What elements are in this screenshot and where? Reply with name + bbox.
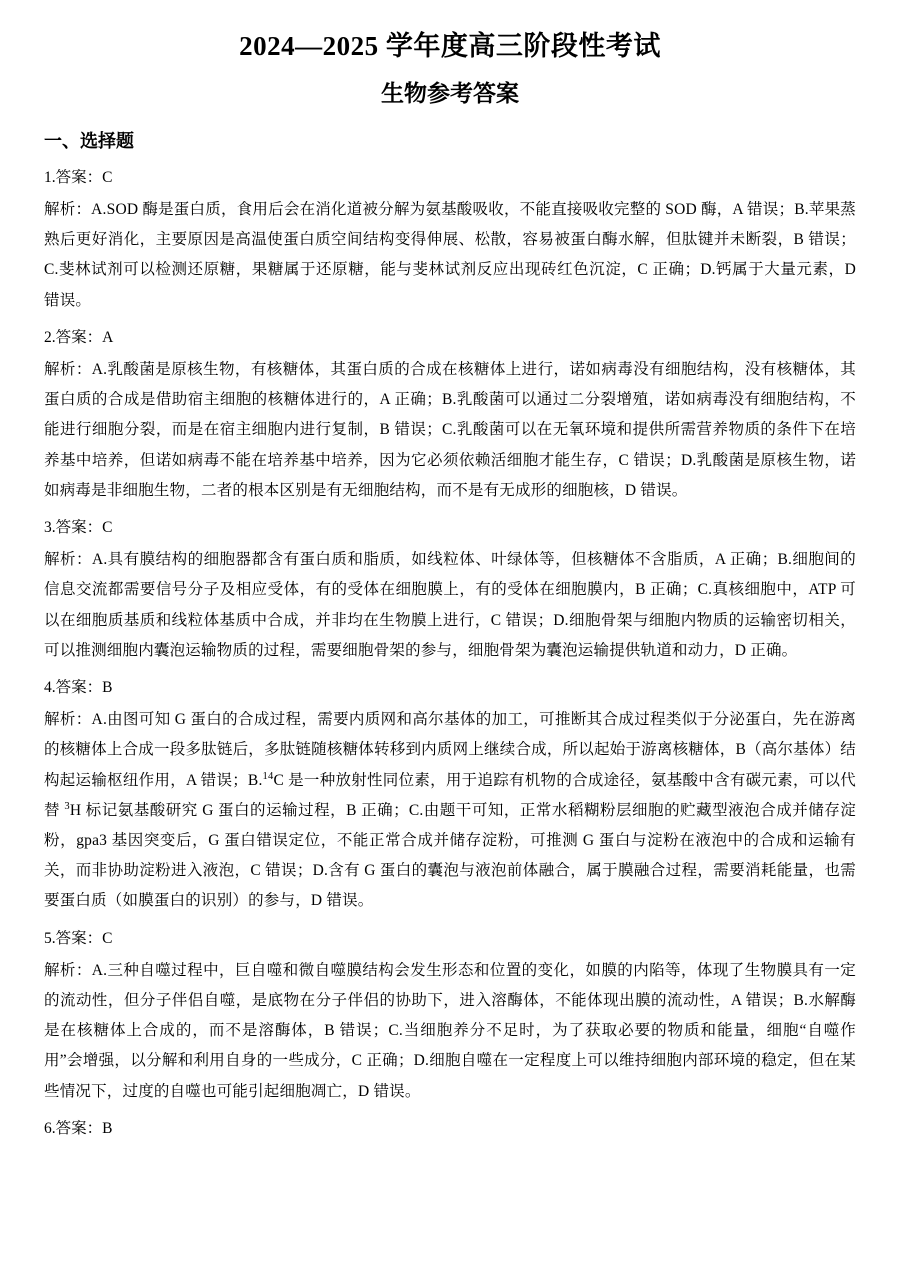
answer-item-2	[44, 324, 856, 506]
answer-label-4: 4.答案：B	[44, 679, 113, 697]
answer-label-5: 5.答案：C	[44, 929, 113, 947]
page-title: 2024—2025 学年度高三阶段性考试	[239, 31, 661, 61]
answer-item-5	[44, 925, 856, 1107]
section-heading-multiple-choice: 一、选择题	[44, 131, 134, 151]
answer-item-1	[44, 164, 856, 316]
answer-item-3	[44, 514, 856, 666]
answer-label-3: 3.答案：C	[44, 519, 113, 537]
answer-label-1: 1.答案：C	[44, 168, 113, 186]
answer-item-4	[44, 674, 856, 917]
answer-item-6	[44, 1115, 856, 1142]
answer-label-6: 6.答案：B	[44, 1119, 113, 1137]
answer-label-2: 2.答案：A	[44, 328, 114, 346]
answer-analysis-3: 解析：A.具有膜结构的细胞器都含有蛋白质和脂质，如线粒体、叶绿体等，但核糖体不含脂质，A 正确；B.细胞间的信息交流都需要信号分子及相应受体，有的受体在细胞膜上，有的受体在细胞膜内，B 正确；C.真核细胞中，ATP 可以在细胞质基质和线粒体基质中合成，并非均在生物膜上进行，C 错误；D.细胞骨架与细胞内物质的运输密切相关，可以推测细胞内囊泡运输物质的过程，需要细胞骨架的参与，细胞骨架为囊泡运输提供轨道和动力，D 正确。	[44, 551, 856, 659]
answer-analysis-5: 解析：A.三种自噬过程中，巨自噬和微自噬膜结构会发生形态和位置的变化，如膜的内陷等，体现了生物膜具有一定的流动性，但分子伴侣自噬，是底物在分子伴侣的协助下，进入溶酶体，不能体现出膜的流动性，A 错误；B.水解酶是在核糖体上合成的，而不是溶酶体，B 错误；C.当细胞养分不足时，为了获取必要的物质和能量，细胞“自噬作用”会增强，以分解和利用自身的一些成分，C 正确；D.细胞自噬在一定程度上可以维持细胞内部环境的稳定，但在某些情况下，过度的自噬也可能引起细胞凋亡，D 错误。	[44, 961, 856, 1100]
answer-analysis-1: 解析：A.SOD 酶是蛋白质，食用后会在消化道被分解为氨基酸吸收，不能直接吸收完整的 SOD 酶，A 错误；B.苹果蒸熟后更好消化，主要原因是高温使蛋白质空间结构变得伸展、松散，容易被蛋白酶水解，但肽键并未断裂，B 错误；C.斐林试剂可以检测还原糖，果糖属于还原糖，能与斐林试剂反应出现砖红色沉淀，C 正确；D.钙属于大量元素，D 错误。	[44, 200, 856, 309]
answer-analysis-2: 解析：A.乳酸菌是原核生物，有核糖体，其蛋白质的合成在核糖体上进行，诺如病毒没有细胞结构，没有核糖体，其蛋白质的合成是借助宿主细胞的核糖体进行的，A 正确；B.乳酸菌可以通过二分裂增殖，诺如病毒没有细胞结构，不能进行细胞分裂，而是在宿主细胞内进行复制，B 错误；C.乳酸菌可以在无氧环境和提供所需营养物质的条件下在培养基中培养，但诺如病毒不能在培养基中培养，因为它必须依赖活细胞才能生存，C 错误；D.乳酸菌是原核生物，诺如病毒是非细胞生物，二者的根本区别是有无细胞结构，而不是有无成形的细胞核，D 错误。	[44, 360, 856, 499]
answer-analysis-4: 解析：A.由图可知 G 蛋白的合成过程，需要内质网和高尔基体的加工，可推断其合成过程类似于分泌蛋白，先在游离的核糖体上合成一段多肽链后，多肽链随核糖体转移到内质网上继续合成，所以起始于游离核糖体，B（高尔基体）结构起运输枢纽作用，A 错误；B.$^{14}$C 是一种放射性同位素，用于追踪有机物的合成途径，氨基酸中含有碳元素，可以代替 $^3$H 标记氨基酸研究 G 蛋白的运输过程，B 正确；C.由题干可知，正常水稻糊粉层细胞的贮藏型液泡合成并储存淀粉，gpa3 基因突变后，G 蛋白错误定位，不能正常合成并储存淀粉，可推测 G 蛋白与淀粉在液泡中的合成和运输有关，而非协助淀粉进入液泡，C 错误；D.含有 G 蛋白的囊泡与液泡前体融合，属于膜融合过程，需要消耗能量，也需要蛋白质（如膜蛋白的识别）的参与，D 错误。	[44, 711, 856, 910]
page-subtitle: 生物参考答案	[381, 80, 519, 106]
